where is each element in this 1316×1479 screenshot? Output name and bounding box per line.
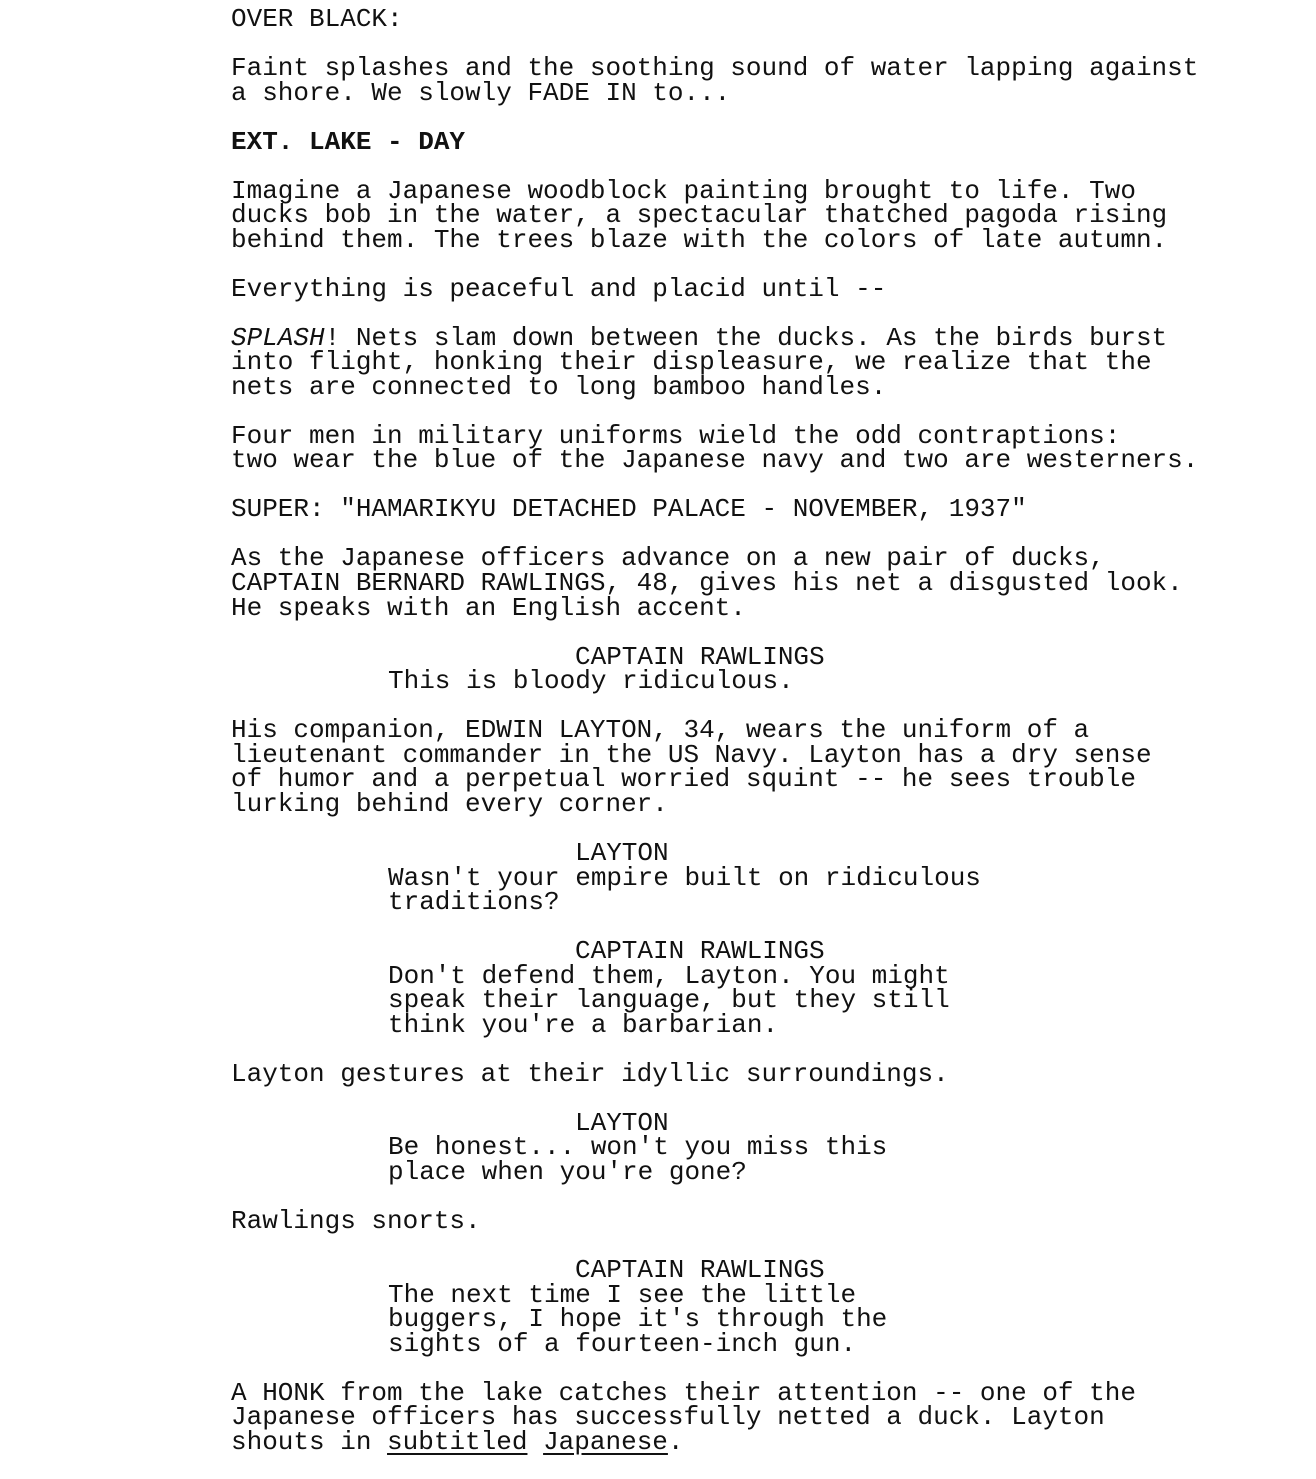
emphasis-word: SPLASH	[231, 322, 325, 353]
script-line: EXT. LAKE - DAY	[231, 126, 466, 157]
line-rest: ! Nets slam down between the ducks. As the birds burst	[324, 322, 1168, 353]
action-paragraph	[231, 175, 1241, 255]
script-line: SUPER: "HAMARIKYU DETACHED PALACE - NOVEMBER, 1937"	[231, 494, 1027, 525]
script-line: lurking behind every corner.	[231, 788, 668, 819]
script-line: He speaks with an English accent.	[231, 592, 746, 623]
script-line: Layton gestures at their idyllic surroundings.	[231, 1058, 949, 1089]
script-line	[231, 1426, 1241, 1457]
character-name: CAPTAIN RAWLINGS	[575, 641, 825, 672]
action-paragraph	[231, 1377, 1241, 1457]
script-line: speak their language, but they still	[388, 985, 950, 1016]
script-line: Japanese officers has successfully netted a duck. Layton	[231, 1402, 1105, 1433]
script-line: think you're a barbarian.	[388, 1009, 779, 1040]
action-paragraph	[231, 543, 1241, 623]
script-line: a shore. We slowly FADE IN to...	[231, 77, 731, 108]
script-line: two wear the blue of the Japanese navy and two are westerners.	[231, 445, 1199, 476]
script-line: The next time I see the little	[388, 1279, 857, 1310]
scene-heading	[231, 126, 1241, 157]
action-paragraph	[231, 1206, 1241, 1237]
character-name: CAPTAIN RAWLINGS	[575, 1255, 825, 1286]
script-line: into flight, honking their displeasure, we realize that the	[231, 347, 1152, 378]
script-line: behind them. The trees blaze with the colors of late autumn.	[231, 224, 1168, 255]
underlined-word: Japanese	[543, 1426, 668, 1457]
screenplay-page	[231, 4, 1241, 1479]
script-line: CAPTAIN BERNARD RAWLINGS, 48, gives his net a disgusted look.	[231, 568, 1183, 599]
character-name: LAYTON	[575, 1107, 669, 1138]
script-line: This is bloody ridiculous.	[388, 666, 794, 697]
action-paragraph	[231, 322, 1241, 402]
script-line: OVER BLACK:	[231, 4, 403, 34]
dialogue	[388, 1279, 1241, 1359]
line-start: shouts in	[231, 1426, 388, 1457]
script-line: Be honest... won't you miss this	[388, 1132, 888, 1163]
script-line: His companion, EDWIN LAYTON, 34, wears the uniform of a	[231, 715, 1090, 746]
script-line: Four men in military uniforms wield the odd contraptions:	[231, 420, 1121, 451]
dialogue	[388, 960, 1241, 1040]
action-paragraph	[231, 1058, 1241, 1089]
dialogue	[388, 862, 1241, 918]
action-paragraph	[231, 420, 1241, 476]
script-line: ducks bob in the water, a spectacular thatched pagoda rising	[231, 200, 1168, 231]
action-paragraph	[231, 273, 1241, 304]
underlined-word: subtitled	[387, 1426, 528, 1457]
script-line: Rawlings snorts.	[231, 1206, 481, 1237]
script-line: traditions?	[388, 887, 560, 918]
script-line: nets are connected to long bamboo handles.	[231, 371, 887, 402]
character-name: CAPTAIN RAWLINGS	[575, 936, 825, 967]
super-title	[231, 494, 1241, 525]
space	[527, 1427, 543, 1457]
script-line: buggers, I hope it's through the	[388, 1304, 888, 1335]
line-end: .	[667, 1426, 684, 1457]
script-line: As the Japanese officers advance on a new pair of ducks,	[231, 543, 1105, 574]
script-line: Wasn't your empire built on ridiculous	[388, 862, 981, 893]
script-line: lieutenant commander in the US Navy. Layton has a dry sense	[231, 739, 1152, 770]
transition	[231, 4, 1241, 34]
script-line: Everything is peaceful and placid until --	[231, 273, 887, 304]
script-line: A HONK from the lake catches their attention -- one of the	[231, 1377, 1136, 1408]
script-line: place when you're gone?	[388, 1157, 747, 1188]
dialogue	[388, 666, 1241, 697]
action-paragraph	[231, 52, 1241, 108]
script-line: Don't defend them, Layton. You might	[388, 960, 950, 991]
script-line: Faint splashes and the soothing sound of water lapping against	[231, 52, 1199, 83]
script-line: of humor and a perpetual worried squint -- he sees trouble	[231, 764, 1136, 795]
script-line: Imagine a Japanese woodblock painting brought to life. Two	[231, 175, 1136, 206]
dialogue	[388, 1132, 1241, 1188]
script-line: sights of a fourteen-inch gun.	[388, 1328, 857, 1359]
action-paragraph	[231, 715, 1241, 819]
character-name: LAYTON	[575, 837, 669, 868]
